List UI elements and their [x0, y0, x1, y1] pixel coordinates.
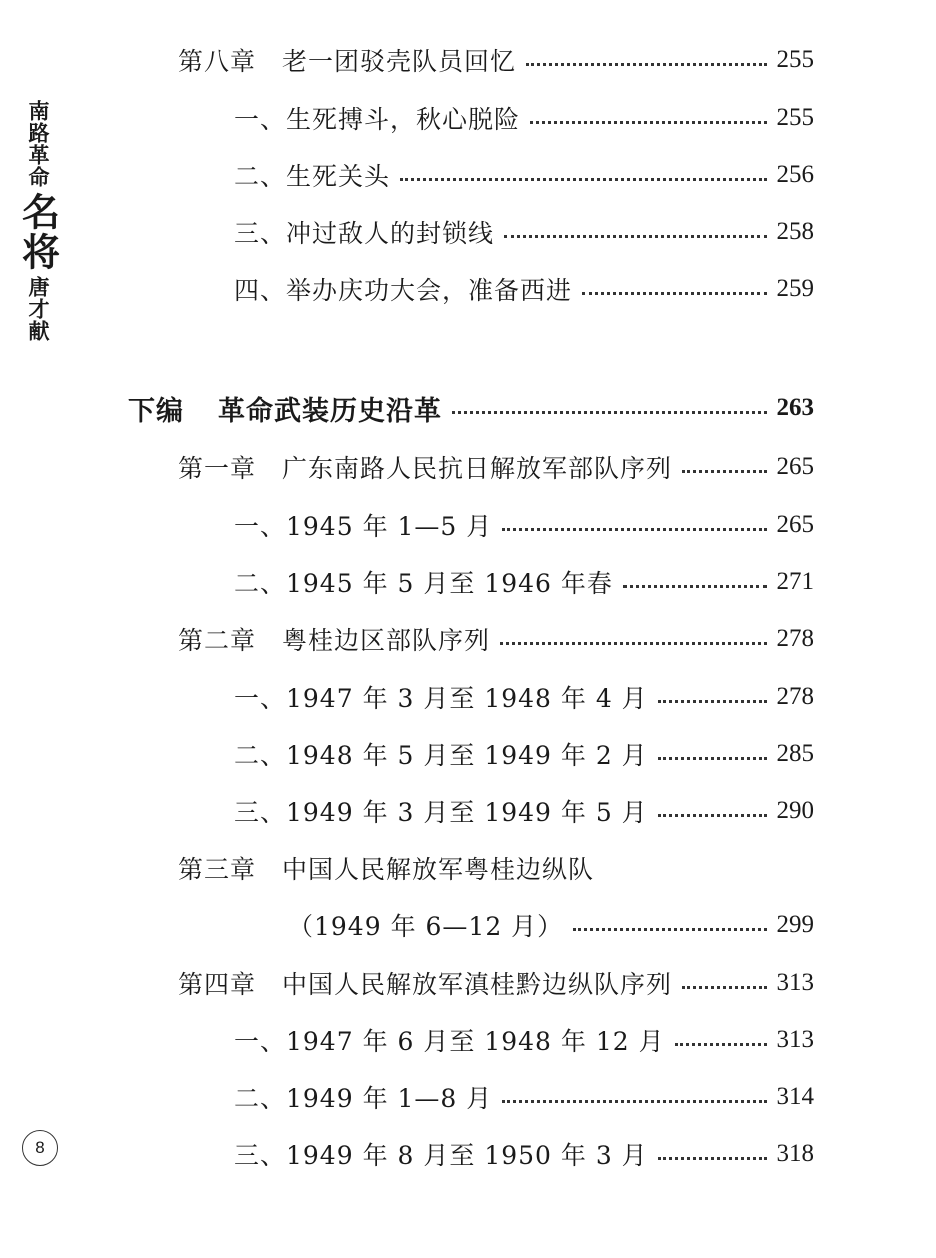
entry-title: 二、1949 年 1—8 月	[234, 1084, 493, 1113]
entry-label: 第二章	[178, 626, 257, 655]
entry-label: 第三章	[178, 855, 257, 884]
running-title-line-3: 唐才献	[26, 276, 51, 342]
entry-title: 一、1947 年 6 月至 1948 年 12 月	[234, 1027, 665, 1056]
page-number: 8	[35, 1138, 45, 1157]
entry-title: 中国人民解放军粤桂边纵队	[282, 855, 595, 884]
entry-title: 三、1949 年 8 月至 1950 年 3 月	[234, 1141, 648, 1170]
toc-entry[interactable]	[178, 963, 814, 1003]
entry-page: 285	[776, 740, 814, 767]
entry-page: 263	[776, 394, 814, 421]
dot-leader	[502, 528, 766, 531]
dot-leader	[675, 1043, 767, 1046]
dot-leader	[502, 1100, 766, 1103]
dot-leader	[500, 642, 766, 645]
toc-entry-continuation[interactable]	[288, 905, 814, 945]
entry-page: 271	[776, 568, 814, 595]
toc-entry[interactable]	[178, 619, 814, 659]
running-title-line-1: 南路革命	[26, 100, 51, 188]
running-title-line-2: 名将	[15, 192, 61, 272]
entry-title: 四、举办庆功大会，准备西进	[234, 276, 573, 305]
toc-entry[interactable]	[234, 734, 814, 774]
dot-leader	[658, 700, 767, 703]
entry-page: 265	[776, 511, 814, 538]
entry-page: 313	[776, 969, 814, 996]
toc-entry[interactable]	[234, 1020, 814, 1060]
entry-page: 255	[776, 46, 814, 73]
dot-leader	[582, 292, 766, 295]
entry-title: 二、1948 年 5 月至 1949 年 2 月	[234, 741, 648, 770]
entry-title: 二、1945 年 5 月至 1946 年春	[234, 569, 613, 598]
entry-title: 老一团驳壳队员回忆	[282, 47, 517, 76]
toc-entry[interactable]	[178, 447, 814, 487]
entry-page: 278	[776, 625, 814, 652]
dot-leader	[526, 63, 766, 66]
entry-page: 314	[776, 1083, 814, 1110]
entry-title: 一、1947 年 3 月至 1948 年 4 月	[234, 684, 648, 713]
entry-page: 265	[776, 453, 814, 480]
entry-title: 三、冲过敌人的封锁线	[234, 219, 495, 248]
toc-entry[interactable]	[234, 269, 814, 309]
dot-leader	[573, 928, 766, 931]
toc-entry[interactable]	[234, 791, 814, 831]
entry-title: 广东南路人民抗日解放军部队序列	[282, 454, 673, 483]
toc-entry[interactable]	[234, 1077, 814, 1117]
dot-leader	[530, 121, 766, 124]
entry-title: 一、生死搏斗，秋心脱险	[234, 105, 521, 134]
toc-entry[interactable]	[234, 155, 814, 195]
entry-title: 粤桂边区部队序列	[282, 626, 491, 655]
entry-label: 第八章	[178, 47, 257, 76]
toc-entry[interactable]	[234, 212, 814, 252]
toc-part-heading[interactable]	[128, 388, 814, 428]
dot-leader	[658, 757, 767, 760]
dot-leader	[682, 986, 766, 989]
toc-entry[interactable]	[234, 677, 814, 717]
entry-page: 290	[776, 797, 814, 824]
entry-page: 318	[776, 1140, 814, 1167]
part-title: 革命武装历史沿革	[218, 395, 442, 427]
entry-page: 299	[776, 911, 814, 938]
dot-leader	[400, 178, 766, 181]
entry-title: 一、1945 年 1—5 月	[234, 512, 493, 541]
toc-entry[interactable]	[234, 98, 814, 138]
entry-title: 三、1949 年 3 月至 1949 年 5 月	[234, 798, 648, 827]
entry-title: 中国人民解放军滇桂黔边纵队序列	[282, 970, 673, 999]
entry-page: 313	[776, 1026, 814, 1053]
entry-label: 第四章	[178, 970, 257, 999]
toc-entry[interactable]	[178, 40, 814, 80]
entry-label: 第一章	[178, 454, 257, 483]
dot-leader	[658, 814, 767, 817]
toc-entry[interactable]	[234, 505, 814, 545]
entry-title: 二、生死关头	[234, 162, 391, 191]
entry-page: 259	[776, 275, 814, 302]
part-label: 下编	[128, 395, 184, 427]
entry-page: 278	[776, 683, 814, 710]
dot-leader	[623, 585, 767, 588]
toc-entry[interactable]	[234, 1134, 814, 1174]
dot-leader	[504, 235, 766, 238]
toc-entry[interactable]	[234, 562, 814, 602]
dot-leader	[682, 470, 766, 473]
entry-title: （1949 年 6—12 月）	[288, 912, 564, 941]
toc-entry[interactable]	[178, 848, 594, 888]
dot-leader	[452, 411, 767, 414]
entry-page: 256	[776, 161, 814, 188]
dot-leader	[658, 1157, 767, 1160]
entry-page: 255	[776, 104, 814, 131]
entry-page: 258	[776, 218, 814, 245]
